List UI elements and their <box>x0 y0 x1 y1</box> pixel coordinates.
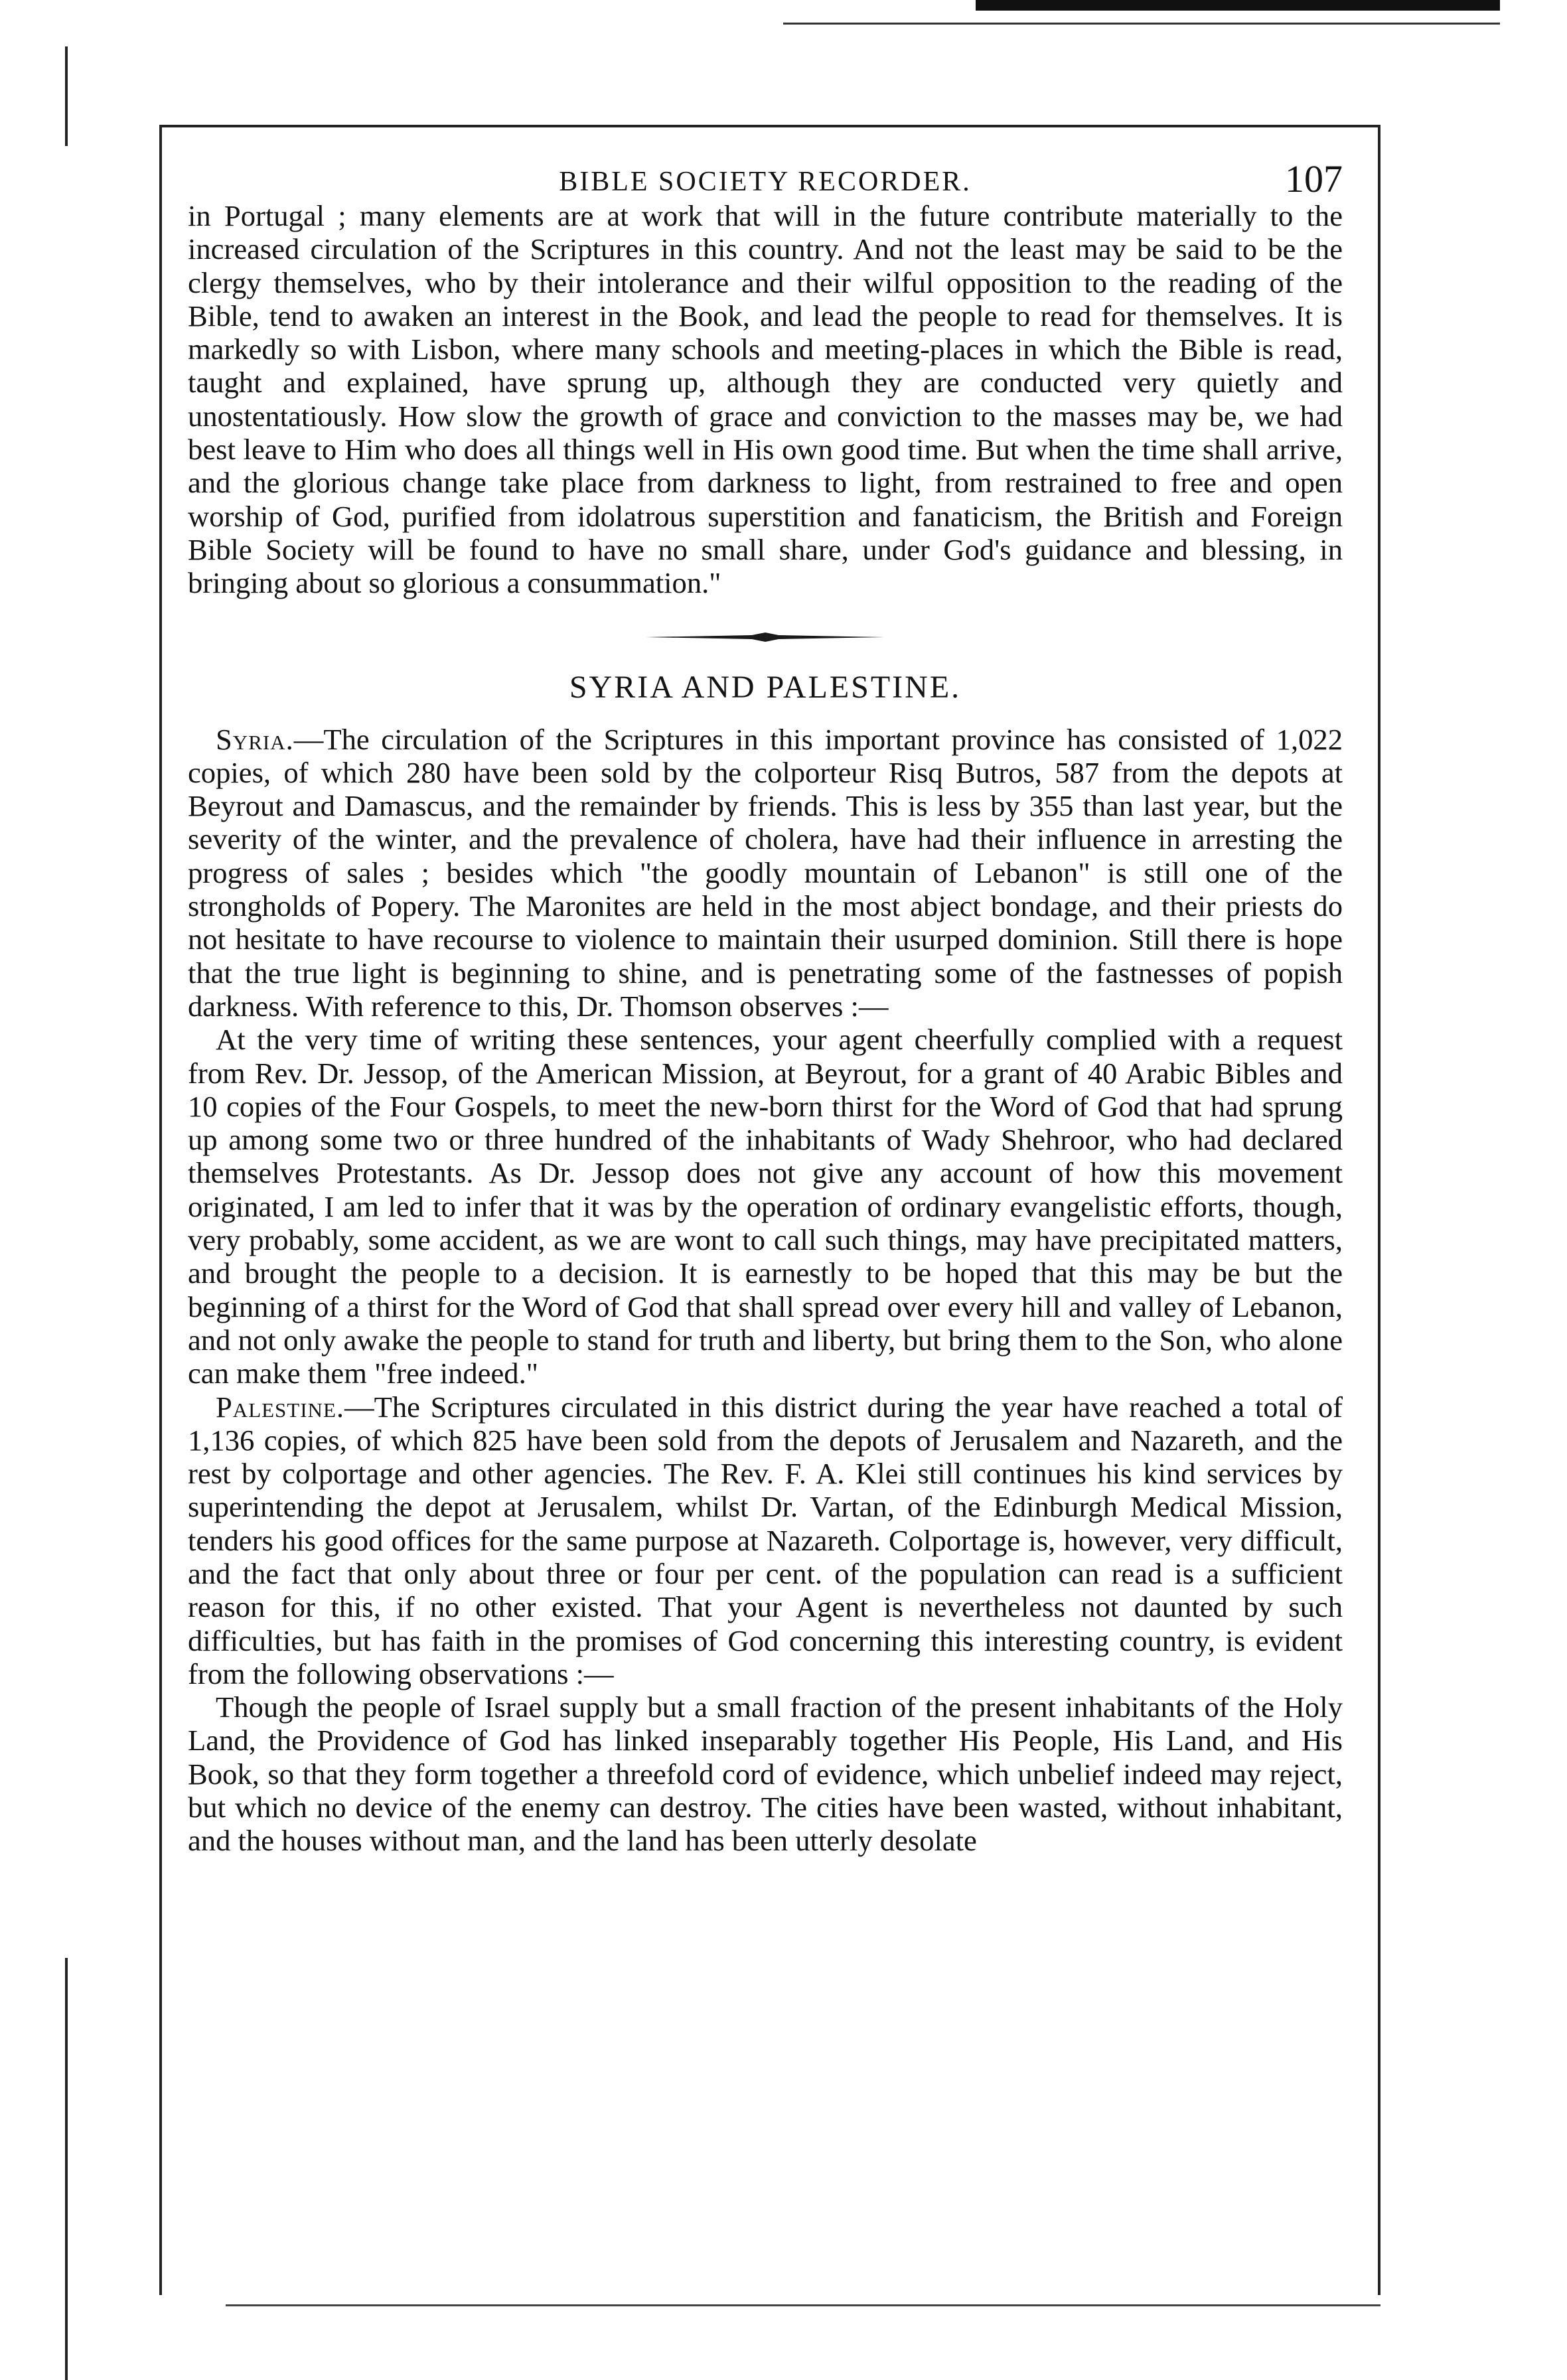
scan-margin-line <box>65 1958 68 2380</box>
palestine-text: —The Scriptures circulated in this district during the year have reached a total of 1,136 copies, of which 825 have been sold from the depots of Jerusalem and Nazareth, and the rest by colportage and other agencies. The Rev. F. A. Klei still continues his kind services by superintending the depot at Jerusalem, whilst Dr. Vartan, of the Edinburgh Medical Mission, tenders his good offices for the same purpose at Nazareth. Colportage is, however, very difficult, and the fact that only about three or four per cent. of the population can read is a sufficient reason for this, if no other existed. That your Agent is nevertheless not daunted by such difficulties, but has faith in the promises of God concerning this interesting country, is evident from the following observations :— <box>188 1390 1343 1690</box>
syria-paragraph <box>188 723 1343 1023</box>
holy-land-quote-paragraph: Though the people of Israel supply but a small fraction of the present inhabitants of the Holy Land, the Providence of God has linked inseparably together His People, His Land, and His Book, so that they form together a threefold cord of evidence, which unbelief indeed may reject, but which no device of the enemy can destroy. The cities have been wasted, without inhabitant, and the houses without man, and the land has been utterly desolate <box>188 1690 1343 1858</box>
section-divider-ornament <box>646 631 885 644</box>
bottom-rule <box>226 2304 1380 2306</box>
scan-margin-line <box>65 46 68 146</box>
syria-text: —The circulation of the Scriptures in this important province has consisted of 1,022 copies, of which 280 have been sold by the colporteur Risq Butros, 587 from the depots at Beyrout and Damascus, and the remainder by friends. This is less by 355 than last year, but the severity of the winter, and the prevalence of cholera, have had their influence in arresting the progress of sales ; besides which "the goodly mountain of Lebanon" is still one of the strongholds of Popery. The Maronites are held in the most abject bondage, and their priests do not hesitate to have recourse to violence to maintain their usurped dominion. Still there is hope that the true light is beginning to shine, and is penetrating some of the fastnesses of popish darkness. With reference to this, Dr. Thomson observes :— <box>188 722 1343 1023</box>
page-content <box>188 139 1343 1858</box>
top-rule-thick <box>976 0 1500 11</box>
page-header <box>188 139 1343 199</box>
running-head: BIBLE SOCIETY RECORDER. <box>559 167 972 197</box>
top-rule-thin <box>783 23 1500 25</box>
section-title: SYRIA AND PALESTINE. <box>569 669 962 705</box>
thomson-quote-paragraph: At the very time of writing these sentences, your agent cheerfully complied with a request from Rev. Dr. Jessop, of the American Mission, at Beyrout, for a grant of 40 Arabic Bibles and 10 copies of the Four Gospels, to meet the new-born thirst for the Word of God that had sprung up among some two or three hundred of the inhabitants of Wady Shehroor, who had declared themselves Protestants. As Dr. Jessop does not give any account of how this movement originated, I am led to infer that it was by the operation of ordinary evangelistic efforts, though, very probably, some accident, as we are wont to call such things, may have precipitated matters, and brought the people to a decision. It is earnestly to be hoped that this may be but the beginning of a thirst for the Word of God that shall spread over every hill and valley of Lebanon, and not only awake the people to stand for truth and liberty, but bring them to the Son, who alone can make them "free indeed." <box>188 1023 1343 1390</box>
palestine-paragraph <box>188 1390 1343 1691</box>
syria-lead: Syria. <box>216 722 294 756</box>
palestine-lead: Palestine. <box>216 1390 345 1424</box>
page-number: 107 <box>1285 157 1343 200</box>
portugal-paragraph: in Portugal ; many elements are at work that will in the future contribute materially to the increased circulation of the Scriptures in this country. And not the least may be said to be the clergy themselves, who by their intolerance and their wilful opposition to the reading of the Bible, tend to awaken an interest in the Book, and lead the people to read for themselves. It is markedly so with Lisbon, where many schools and meeting-places in which the Bible is read, taught and explained, have sprung up, although they are conducted very quietly and unostentatiously. How slow the growth of grace and conviction to the masses may be, we had best leave to Him who does all things well in His own good time. But when the time shall arrive, and the glorious change take place from darkness to light, from restrained to free and open worship of God, purified from idolatrous superstition and fanaticism, the British and Foreign Bible Society will be found to have no small share, under God's guidance and blessing, in bringing about so glorious a consummation." <box>188 199 1343 600</box>
